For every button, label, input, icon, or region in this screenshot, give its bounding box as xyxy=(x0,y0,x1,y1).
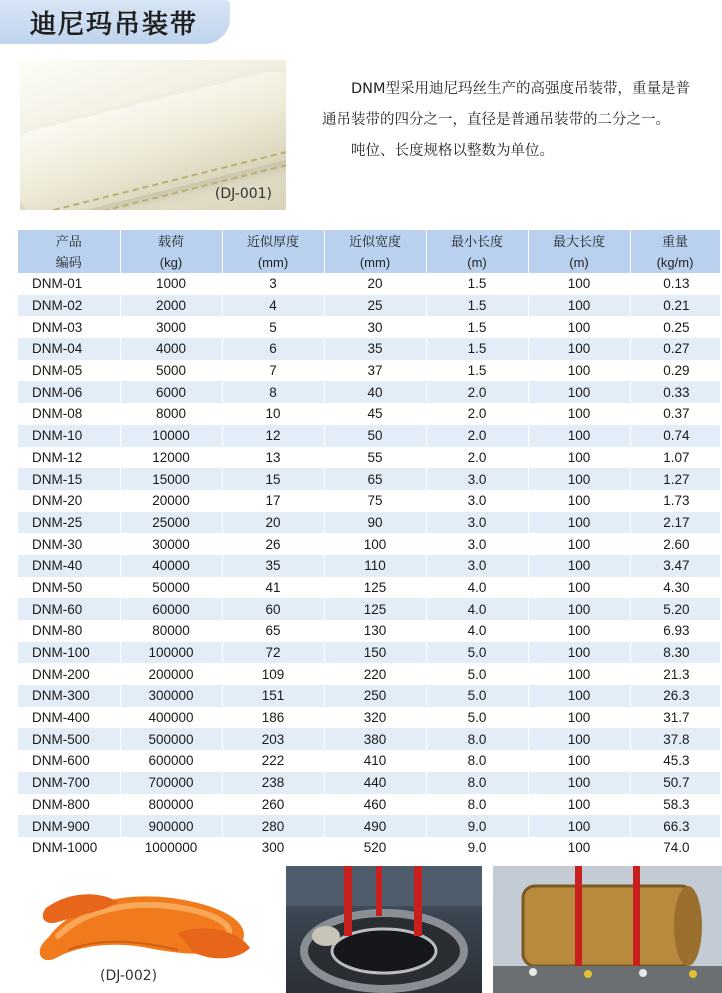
table-row xyxy=(18,360,720,382)
table-cell: DNM-12 xyxy=(18,447,120,469)
table-cell: 20 xyxy=(222,512,324,534)
table-cell: 3.0 xyxy=(426,533,528,555)
table-cell: 25 xyxy=(324,295,426,317)
table-cell: 300000 xyxy=(120,685,222,707)
description-paragraph: 吨位、长度规格以整数为单位。 xyxy=(351,143,554,159)
table-cell: 6 xyxy=(222,338,324,360)
table-row xyxy=(18,707,720,729)
table-cell: 0.21 xyxy=(630,295,720,317)
table-cell: 15000 xyxy=(120,468,222,490)
spec-table xyxy=(18,230,721,859)
table-row xyxy=(18,512,720,534)
table-cell: 15 xyxy=(222,468,324,490)
table-cell: 151 xyxy=(222,685,324,707)
table-cell: 0.13 xyxy=(630,273,720,295)
table-row xyxy=(18,381,720,403)
table-cell: 10000 xyxy=(120,425,222,447)
table-cell: 1.5 xyxy=(426,273,528,295)
table-cell: 26.3 xyxy=(630,685,720,707)
sling-caption: (DJ-002) xyxy=(100,968,158,984)
table-cell: 100 xyxy=(528,642,630,664)
table-cell: 31.7 xyxy=(630,707,720,729)
description-paragraph: DNM型采用迪尼玛丝生产的高强度吊装带，重量是普通吊装带的四分之一，直径是普通吊装带的二分之一。 xyxy=(322,81,691,128)
table-cell: 12000 xyxy=(120,447,222,469)
table-cell: 100 xyxy=(528,295,630,317)
table-cell: 490 xyxy=(324,815,426,837)
table-cell: 260 xyxy=(222,794,324,816)
table-cell: 20000 xyxy=(120,490,222,512)
table-cell: 200000 xyxy=(120,663,222,685)
table-cell: DNM-800 xyxy=(18,794,120,816)
table-cell: 100 xyxy=(528,316,630,338)
table-cell: 40000 xyxy=(120,555,222,577)
table-cell: 100 xyxy=(528,772,630,794)
table-cell: 5 xyxy=(222,316,324,338)
table-cell: DNM-03 xyxy=(18,316,120,338)
table-cell: 25000 xyxy=(120,512,222,534)
product-photo-dj-001 xyxy=(20,60,286,210)
table-cell: 109 xyxy=(222,663,324,685)
table-cell: 74.0 xyxy=(630,837,720,859)
table-row xyxy=(18,772,720,794)
table-cell: 1.27 xyxy=(630,468,720,490)
table-cell: 3 xyxy=(222,273,324,295)
application-photo-crane-ring xyxy=(286,866,482,993)
table-cell: 220 xyxy=(324,663,426,685)
table-row xyxy=(18,663,720,685)
column-header-unit: 编码 xyxy=(55,254,82,270)
table-cell: 30000 xyxy=(120,533,222,555)
table-row xyxy=(18,468,720,490)
table-cell: 90 xyxy=(324,512,426,534)
table-cell: 520 xyxy=(324,837,426,859)
table-cell: 100 xyxy=(528,685,630,707)
sling-photo-dj-002 xyxy=(28,878,258,970)
table-cell: 5.0 xyxy=(426,685,528,707)
table-cell: DNM-700 xyxy=(18,772,120,794)
table-cell: 460 xyxy=(324,794,426,816)
table-cell: 238 xyxy=(222,772,324,794)
table-cell: DNM-04 xyxy=(18,338,120,360)
table-cell: 400000 xyxy=(120,707,222,729)
table-cell: 2.0 xyxy=(426,381,528,403)
table-cell: 100 xyxy=(528,555,630,577)
table-cell: DNM-05 xyxy=(18,360,120,382)
table-row xyxy=(18,447,720,469)
table-cell: 26 xyxy=(222,533,324,555)
table-cell: DNM-200 xyxy=(18,663,120,685)
table-cell: 60 xyxy=(222,598,324,620)
table-row xyxy=(18,620,720,642)
table-cell: 100 xyxy=(528,598,630,620)
column-header xyxy=(324,230,426,273)
page-title: 迪尼玛吊装带 xyxy=(30,10,199,40)
table-row xyxy=(18,685,720,707)
table-cell: 110 xyxy=(324,555,426,577)
table-row xyxy=(18,490,720,512)
table-cell: 5.0 xyxy=(426,663,528,685)
product-description xyxy=(322,74,704,167)
table-cell: 3.0 xyxy=(426,468,528,490)
table-cell: 2.0 xyxy=(426,425,528,447)
table-cell: DNM-100 xyxy=(18,642,120,664)
table-cell: 100 xyxy=(324,533,426,555)
table-cell: 35 xyxy=(222,555,324,577)
spec-table-header xyxy=(18,230,720,273)
table-cell: 100 xyxy=(528,512,630,534)
table-cell: 4.0 xyxy=(426,577,528,599)
table-cell: 2.0 xyxy=(426,403,528,425)
table-cell: 10 xyxy=(222,403,324,425)
title-banner xyxy=(0,0,230,44)
column-header-unit: (m) xyxy=(569,254,589,270)
table-cell: 40 xyxy=(324,381,426,403)
table-cell: 1000000 xyxy=(120,837,222,859)
column-header-label: 近似宽度 xyxy=(348,233,401,249)
table-cell: 3.47 xyxy=(630,555,720,577)
table-row xyxy=(18,295,720,317)
table-cell: 2.60 xyxy=(630,533,720,555)
table-cell: 0.25 xyxy=(630,316,720,338)
table-cell: 186 xyxy=(222,707,324,729)
table-cell: 50000 xyxy=(120,577,222,599)
table-cell: DNM-10 xyxy=(18,425,120,447)
table-cell: 58.3 xyxy=(630,794,720,816)
table-row xyxy=(18,794,720,816)
table-cell: 100 xyxy=(528,490,630,512)
table-cell: 100 xyxy=(528,815,630,837)
table-cell: 0.27 xyxy=(630,338,720,360)
table-cell: 1.5 xyxy=(426,360,528,382)
table-cell: DNM-300 xyxy=(18,685,120,707)
table-cell: 6.93 xyxy=(630,620,720,642)
table-cell: 600000 xyxy=(120,750,222,772)
column-header-label: 产品 xyxy=(55,233,82,249)
table-cell: DNM-40 xyxy=(18,555,120,577)
table-cell: 0.74 xyxy=(630,425,720,447)
table-cell: 5.0 xyxy=(426,707,528,729)
table-cell: 125 xyxy=(324,577,426,599)
table-row xyxy=(18,815,720,837)
table-cell: 30 xyxy=(324,316,426,338)
table-cell: 100 xyxy=(528,577,630,599)
column-header-unit: (kg) xyxy=(159,254,183,270)
table-cell: DNM-80 xyxy=(18,620,120,642)
table-cell: 65 xyxy=(324,468,426,490)
table-cell: 125 xyxy=(324,598,426,620)
spec-table-body xyxy=(18,273,720,859)
table-cell: 130 xyxy=(324,620,426,642)
column-header xyxy=(426,230,528,273)
table-cell: 21.3 xyxy=(630,663,720,685)
table-cell: 37.8 xyxy=(630,728,720,750)
table-row xyxy=(18,837,720,859)
table-cell: 45 xyxy=(324,403,426,425)
table-cell: DNM-01 xyxy=(18,273,120,295)
column-header xyxy=(120,230,222,273)
table-cell: 8.0 xyxy=(426,750,528,772)
table-cell: 100 xyxy=(528,273,630,295)
table-cell: DNM-02 xyxy=(18,295,120,317)
table-cell: DNM-400 xyxy=(18,707,120,729)
table-cell: 35 xyxy=(324,338,426,360)
table-cell: 80000 xyxy=(120,620,222,642)
column-header-unit: (kg/m) xyxy=(656,254,694,270)
table-cell: DNM-1000 xyxy=(18,837,120,859)
table-cell: 6000 xyxy=(120,381,222,403)
column-header xyxy=(630,230,720,273)
table-cell: 55 xyxy=(324,447,426,469)
table-cell: 100 xyxy=(528,750,630,772)
table-cell: 300 xyxy=(222,837,324,859)
table-cell: 5000 xyxy=(120,360,222,382)
table-cell: 100 xyxy=(528,837,630,859)
table-cell: 13 xyxy=(222,447,324,469)
table-cell: 45.3 xyxy=(630,750,720,772)
table-row xyxy=(18,577,720,599)
table-cell: 100 xyxy=(528,425,630,447)
table-cell: 9.0 xyxy=(426,837,528,859)
table-cell: 440 xyxy=(324,772,426,794)
table-cell: 12 xyxy=(222,425,324,447)
table-row xyxy=(18,728,720,750)
column-header-unit: (mm) xyxy=(359,254,391,270)
column-header-unit: (m) xyxy=(467,254,487,270)
table-cell: 8.30 xyxy=(630,642,720,664)
table-row xyxy=(18,598,720,620)
table-cell: 410 xyxy=(324,750,426,772)
column-header-label: 最小长度 xyxy=(450,233,503,249)
column-header-label: 近似厚度 xyxy=(246,233,299,249)
table-cell: 8000 xyxy=(120,403,222,425)
table-cell: 250 xyxy=(324,685,426,707)
table-cell: 72 xyxy=(222,642,324,664)
table-cell: 1.5 xyxy=(426,316,528,338)
table-cell: 100 xyxy=(528,663,630,685)
table-cell: 2000 xyxy=(120,295,222,317)
table-cell: 4000 xyxy=(120,338,222,360)
table-row xyxy=(18,533,720,555)
table-cell: 17 xyxy=(222,490,324,512)
table-cell: 100 xyxy=(528,447,630,469)
table-row xyxy=(18,642,720,664)
table-cell: 2.0 xyxy=(426,447,528,469)
table-cell: 100 xyxy=(528,403,630,425)
table-cell: DNM-500 xyxy=(18,728,120,750)
table-cell: 60000 xyxy=(120,598,222,620)
table-cell: 500000 xyxy=(120,728,222,750)
table-cell: DNM-25 xyxy=(18,512,120,534)
sling-icon xyxy=(40,894,250,960)
table-cell: DNM-900 xyxy=(18,815,120,837)
table-cell: 100 xyxy=(528,468,630,490)
table-row xyxy=(18,403,720,425)
table-cell: 380 xyxy=(324,728,426,750)
column-header-unit: (mm) xyxy=(257,254,289,270)
application-photo-cylinder-lift xyxy=(493,866,722,993)
table-row xyxy=(18,425,720,447)
table-cell: 150 xyxy=(324,642,426,664)
table-cell: 100 xyxy=(528,728,630,750)
table-cell: 9.0 xyxy=(426,815,528,837)
table-cell: 0.33 xyxy=(630,381,720,403)
table-cell: 8 xyxy=(222,381,324,403)
table-cell: 2.17 xyxy=(630,512,720,534)
table-cell: 50 xyxy=(324,425,426,447)
table-cell: 100 xyxy=(528,620,630,642)
table-cell: 203 xyxy=(222,728,324,750)
table-cell: 222 xyxy=(222,750,324,772)
table-cell: 8.0 xyxy=(426,794,528,816)
table-cell: 3.0 xyxy=(426,555,528,577)
column-header xyxy=(528,230,630,273)
table-cell: 900000 xyxy=(120,815,222,837)
table-cell: 5.0 xyxy=(426,642,528,664)
table-cell: 100 xyxy=(528,533,630,555)
column-header-label: 重量 xyxy=(661,233,688,249)
photo-caption: (DJ-001) xyxy=(214,186,272,202)
table-cell: DNM-20 xyxy=(18,490,120,512)
table-cell: 0.37 xyxy=(630,403,720,425)
table-cell: 4 xyxy=(222,295,324,317)
table-cell: 1.5 xyxy=(426,338,528,360)
table-cell: 0.29 xyxy=(630,360,720,382)
table-cell: 800000 xyxy=(120,794,222,816)
table-cell: 280 xyxy=(222,815,324,837)
table-cell: 100 xyxy=(528,360,630,382)
table-cell: 1000 xyxy=(120,273,222,295)
table-row xyxy=(18,316,720,338)
table-cell: 100 xyxy=(528,338,630,360)
table-cell: 4.0 xyxy=(426,598,528,620)
table-cell: 1.73 xyxy=(630,490,720,512)
table-row xyxy=(18,750,720,772)
table-cell: DNM-30 xyxy=(18,533,120,555)
table-cell: 3.0 xyxy=(426,490,528,512)
table-cell: DNM-15 xyxy=(18,468,120,490)
table-cell: 75 xyxy=(324,490,426,512)
table-row xyxy=(18,555,720,577)
table-cell: 4.30 xyxy=(630,577,720,599)
table-cell: 50.7 xyxy=(630,772,720,794)
table-cell: 100 xyxy=(528,794,630,816)
table-cell: 700000 xyxy=(120,772,222,794)
table-cell: 4.0 xyxy=(426,620,528,642)
table-row xyxy=(18,273,720,295)
column-header-label: 最大长度 xyxy=(552,233,605,249)
table-cell: 37 xyxy=(324,360,426,382)
table-cell: 3.0 xyxy=(426,512,528,534)
table-cell: 66.3 xyxy=(630,815,720,837)
column-header xyxy=(222,230,324,273)
table-cell: 100 xyxy=(528,707,630,729)
table-cell: 7 xyxy=(222,360,324,382)
table-cell: 320 xyxy=(324,707,426,729)
table-cell: 100000 xyxy=(120,642,222,664)
table-cell: 5.20 xyxy=(630,598,720,620)
table-cell: 100 xyxy=(528,381,630,403)
table-cell: DNM-08 xyxy=(18,403,120,425)
table-cell: DNM-50 xyxy=(18,577,120,599)
table-cell: 1.07 xyxy=(630,447,720,469)
table-cell: 1.5 xyxy=(426,295,528,317)
column-header xyxy=(18,230,120,273)
table-cell: DNM-06 xyxy=(18,381,120,403)
table-cell: 8.0 xyxy=(426,728,528,750)
table-cell: DNM-600 xyxy=(18,750,120,772)
table-row xyxy=(18,338,720,360)
table-cell: DNM-60 xyxy=(18,598,120,620)
table-cell: 3000 xyxy=(120,316,222,338)
column-header-label: 载荷 xyxy=(157,233,184,249)
table-cell: 41 xyxy=(222,577,324,599)
table-cell: 65 xyxy=(222,620,324,642)
table-cell: 20 xyxy=(324,273,426,295)
table-cell: 8.0 xyxy=(426,772,528,794)
